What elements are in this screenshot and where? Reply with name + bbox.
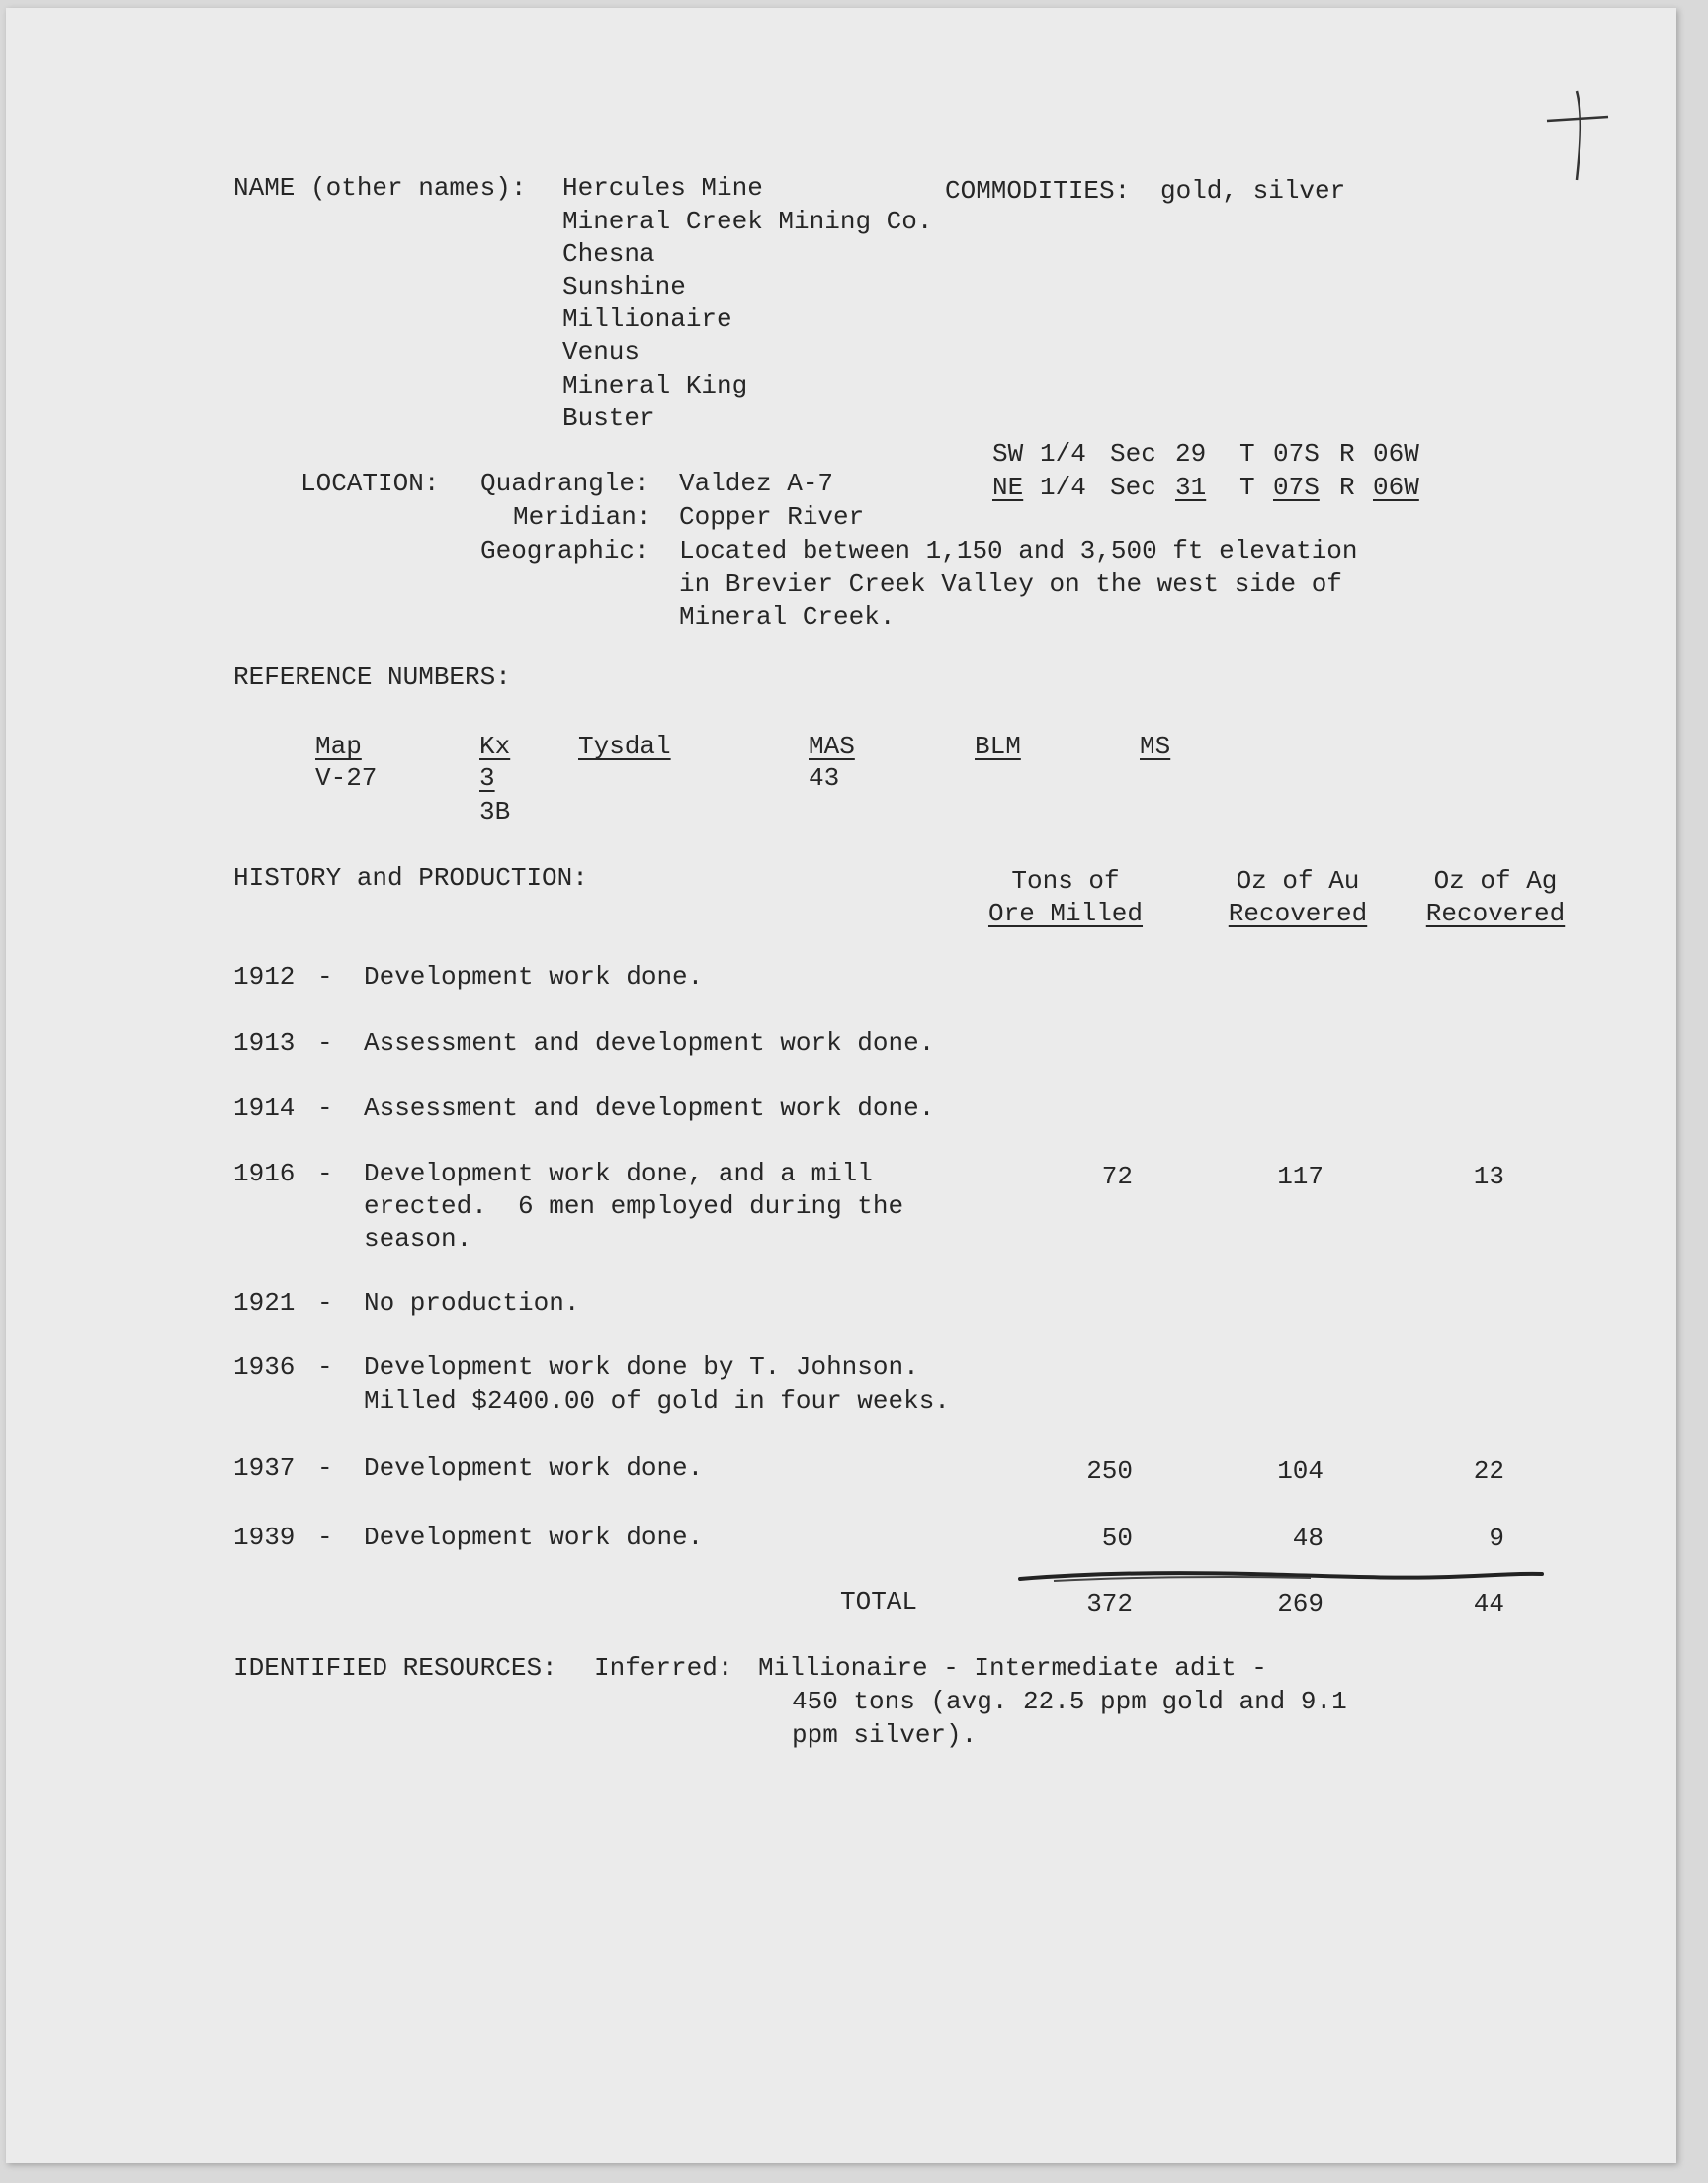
- au-value: 104: [1277, 1456, 1324, 1486]
- legal-quarter: SW: [992, 439, 1024, 469]
- col-tons-header: Ore Milled: [987, 899, 1144, 928]
- ag-value: 9: [1489, 1524, 1504, 1553]
- commodities-value: gold, silver: [1160, 176, 1346, 206]
- resources-label: IDENTIFIED RESOURCES:: [233, 1653, 557, 1683]
- resources-line: Millionaire - Intermediate adit -: [758, 1653, 1267, 1683]
- ref-ms-header: MS: [1140, 732, 1171, 761]
- history-description: season.: [364, 1224, 472, 1254]
- history-dash: -: [317, 1523, 333, 1552]
- history-year: 1914: [233, 1093, 296, 1123]
- legal-township: 07S: [1273, 439, 1320, 469]
- legal-r-label: R: [1339, 439, 1355, 469]
- legal-fraction: 1/4: [1040, 473, 1086, 502]
- name-item: Buster: [562, 403, 655, 433]
- geographic-line: in Brevier Creek Valley on the west side of: [679, 569, 1342, 599]
- tons-value: 72: [1101, 1162, 1133, 1191]
- name-label: NAME (other names):: [233, 173, 527, 203]
- history-description: erected. 6 men employed during the: [364, 1191, 904, 1221]
- ag-value: 13: [1473, 1162, 1504, 1191]
- quadrangle-label: Quadrangle:: [480, 469, 650, 498]
- history-year: 1937: [233, 1453, 296, 1483]
- total-ag: 44: [1473, 1589, 1504, 1618]
- history-description: Development work done, and a mill: [364, 1159, 873, 1188]
- ref-map-value: V-27: [315, 763, 378, 793]
- ag-value: 22: [1473, 1456, 1504, 1486]
- name-item: Venus: [562, 337, 640, 367]
- history-description: Development work done.: [364, 1523, 704, 1552]
- geographic-label: Geographic:: [480, 536, 650, 566]
- name-item: Millionaire: [562, 305, 732, 334]
- history-year: 1936: [233, 1353, 296, 1382]
- resources-line: 450 tons (avg. 22.5 ppm gold and 9.1: [792, 1687, 1347, 1716]
- geographic-line: Located between 1,150 and 3,500 ft elevation: [679, 536, 1358, 566]
- history-dash: -: [317, 1353, 333, 1382]
- history-dash: -: [317, 1288, 333, 1318]
- history-dash: -: [317, 1093, 333, 1123]
- col-au-header: Recovered: [1228, 899, 1368, 928]
- legal-t-label: T: [1239, 439, 1255, 469]
- history-description: No production.: [364, 1288, 580, 1318]
- col-au-header: Oz of Au: [1236, 866, 1360, 896]
- col-tons-header: Tons of: [1011, 866, 1120, 896]
- meridian-value: Copper River: [679, 502, 865, 532]
- history-year: 1916: [233, 1159, 296, 1188]
- legal-township: 07S: [1273, 473, 1320, 502]
- ref-mas-value: 43: [809, 763, 840, 793]
- total-au: 269: [1277, 1589, 1324, 1618]
- name-item: Mineral Creek Mining Co.: [562, 207, 933, 236]
- history-year: 1913: [233, 1028, 296, 1058]
- legal-r-label: R: [1339, 473, 1355, 502]
- history-description: Development work done.: [364, 1453, 704, 1483]
- geographic-line: Mineral Creek.: [679, 602, 896, 632]
- ref-tysdal-header: Tysdal: [578, 732, 671, 761]
- ref-kx-value: 3B: [479, 797, 511, 827]
- location-label: LOCATION:: [300, 469, 440, 498]
- ref-kx-header: Kx: [479, 732, 511, 761]
- total-tons: 372: [1086, 1589, 1133, 1618]
- name-item: Chesna: [562, 239, 655, 269]
- history-description: Assessment and development work done.: [364, 1093, 935, 1123]
- name-item: Mineral King: [562, 371, 748, 400]
- history-dash: -: [317, 1453, 333, 1483]
- legal-range: 06W: [1373, 473, 1419, 502]
- name-item: Sunshine: [562, 272, 686, 302]
- history-dash: -: [317, 1159, 333, 1188]
- commodities-label: COMMODITIES:: [945, 176, 1131, 206]
- legal-sec-label: Sec: [1110, 473, 1156, 502]
- handwritten-page-mark: [1543, 85, 1612, 184]
- col-ag-header: Oz of Ag: [1433, 866, 1558, 896]
- au-value: 48: [1292, 1524, 1324, 1553]
- document-page: [6, 8, 1676, 2163]
- quadrangle-value: Valdez A-7: [679, 469, 834, 498]
- tons-value: 50: [1101, 1524, 1133, 1553]
- legal-quarter: NE: [992, 473, 1024, 502]
- history-year: 1912: [233, 962, 296, 992]
- history-dash: -: [317, 962, 333, 992]
- legal-section: 31: [1175, 473, 1207, 502]
- ref-mas-header: MAS: [809, 732, 855, 761]
- history-year: 1939: [233, 1523, 296, 1552]
- handwritten-total-line: [1014, 1565, 1548, 1589]
- history-label: HISTORY and PRODUCTION:: [233, 863, 588, 893]
- ref-kx-value: 3: [479, 763, 495, 793]
- ref-blm-header: BLM: [975, 732, 1021, 761]
- history-description: Development work done by T. Johnson.: [364, 1353, 919, 1382]
- tons-value: 250: [1086, 1456, 1133, 1486]
- col-ag-header: Recovered: [1425, 899, 1566, 928]
- total-label: TOTAL: [840, 1587, 918, 1616]
- history-description: Milled $2400.00 of gold in four weeks.: [364, 1386, 950, 1416]
- history-year: 1921: [233, 1288, 296, 1318]
- history-description: Assessment and development work done.: [364, 1028, 935, 1058]
- au-value: 117: [1277, 1162, 1324, 1191]
- history-dash: -: [317, 1028, 333, 1058]
- reference-label: REFERENCE NUMBERS:: [233, 662, 511, 692]
- meridian-label: Meridian:: [513, 502, 652, 532]
- legal-t-label: T: [1239, 473, 1255, 502]
- name-item: Hercules Mine: [562, 173, 763, 203]
- ref-map-header: Map: [315, 732, 362, 761]
- legal-sec-label: Sec: [1110, 439, 1156, 469]
- legal-fraction: 1/4: [1040, 439, 1086, 469]
- legal-range: 06W: [1373, 439, 1419, 469]
- inferred-label: Inferred:: [594, 1653, 733, 1683]
- history-description: Development work done.: [364, 962, 704, 992]
- legal-section: 29: [1175, 439, 1207, 469]
- resources-line: ppm silver).: [792, 1720, 978, 1750]
